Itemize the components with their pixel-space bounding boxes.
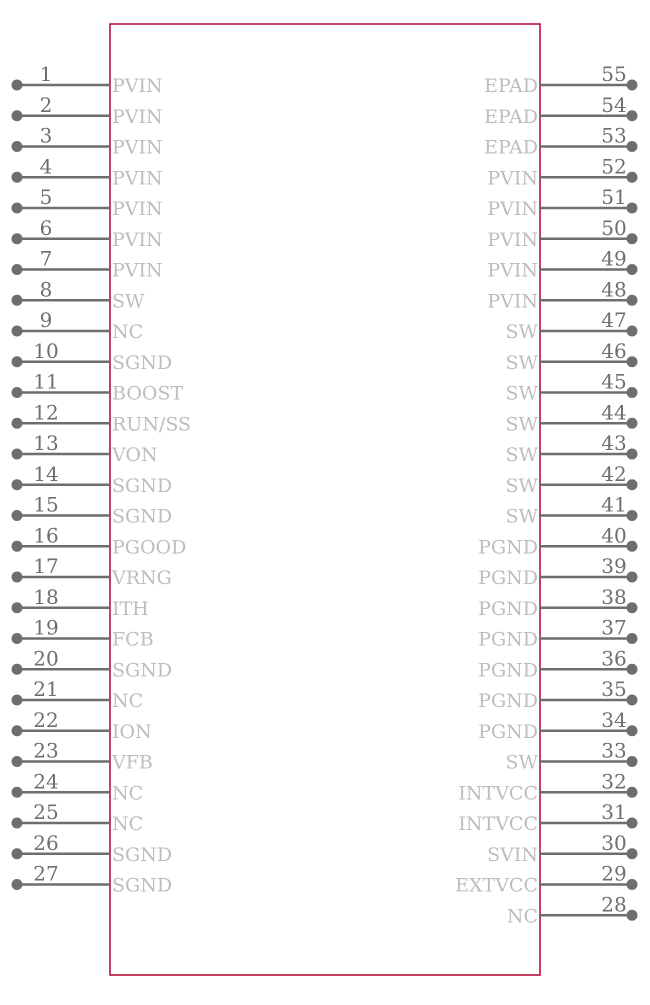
pin-15 (12, 493, 173, 528)
pin-number: 35 (601, 677, 627, 701)
pin-endpoint (627, 818, 638, 829)
pin-name: SW (505, 382, 538, 405)
pin-number: 31 (601, 800, 627, 824)
pin-endpoint (627, 449, 638, 460)
pin-name: PGND (478, 628, 538, 651)
pin-34 (478, 708, 637, 743)
pin-endpoint (627, 879, 638, 890)
pin-endpoint (12, 848, 23, 859)
pin-number: 16 (33, 523, 59, 548)
pin-number: 2 (39, 92, 53, 117)
pin-endpoint (12, 356, 23, 367)
pin-name: PGND (478, 567, 538, 589)
pin-17 (12, 554, 172, 589)
pin-endpoint (12, 141, 23, 152)
pin-number: 10 (33, 338, 59, 363)
pin-name: NC (506, 905, 538, 928)
pin-number: 11 (33, 369, 59, 394)
pin-name: SGND (112, 505, 173, 528)
pin-52 (487, 154, 637, 189)
pin-name: INTVCC (458, 813, 538, 835)
pin-endpoint (627, 203, 638, 214)
pin-number: 36 (601, 646, 627, 671)
pin-name: PVIN (487, 198, 538, 220)
pin-number: 8 (39, 277, 53, 302)
pin-48 (487, 277, 637, 312)
pin-name: ITH (112, 597, 149, 620)
pin-number: 21 (33, 677, 59, 701)
pin-name: EPAD (484, 75, 538, 97)
pin-number: 22 (33, 707, 59, 732)
pin-name: SW (505, 413, 538, 436)
pin-endpoint (12, 110, 23, 121)
right-pin-group (455, 62, 637, 927)
pin-endpoint (627, 633, 638, 644)
pin-number: 7 (39, 246, 53, 271)
pin-2 (12, 93, 163, 128)
pin-name: PVIN (112, 167, 163, 190)
pin-name: SGND (112, 351, 173, 374)
pin-endpoint (12, 449, 23, 460)
pin-number: 5 (39, 185, 53, 209)
pin-12 (12, 400, 192, 435)
pin-number: 4 (39, 154, 53, 179)
pin-endpoint (12, 387, 23, 398)
pin-8 (12, 277, 146, 312)
pin-endpoint (12, 541, 23, 552)
pin-22 (12, 708, 152, 743)
pin-endpoint (627, 80, 638, 91)
pin-name: PVIN (112, 228, 163, 251)
pin-name: BOOST (112, 382, 184, 405)
pin-name: PGND (478, 659, 538, 682)
pin-47 (505, 308, 637, 343)
pin-name: PGND (478, 690, 538, 712)
pin-24 (12, 769, 144, 804)
pin-name: SW (505, 444, 538, 466)
pin-37 (478, 616, 637, 651)
pin-name: FCB (112, 628, 154, 651)
pin-name: SW (112, 290, 145, 313)
pin-name: VON (112, 444, 158, 466)
pin-name: NC (112, 813, 144, 835)
pin-endpoint (627, 479, 638, 490)
pin-endpoint (627, 572, 638, 583)
pin-name: SGND (112, 659, 173, 682)
pin-number: 9 (39, 308, 53, 332)
pin-21 (12, 677, 144, 712)
pin-number: 38 (601, 584, 627, 609)
pin-32 (458, 769, 637, 804)
pin-40 (478, 523, 637, 558)
pin-name: ION (112, 720, 152, 743)
pin-number: 24 (33, 769, 59, 794)
pin-number: 23 (33, 738, 59, 763)
pin-name: SGND (112, 874, 173, 897)
pin-number: 54 (601, 92, 627, 117)
pin-name: RUN/SS (112, 413, 192, 436)
pin-endpoint (12, 233, 23, 244)
pin-endpoint (627, 387, 638, 398)
pin-name: PVIN (487, 259, 538, 282)
pin-name: PGOOD (112, 536, 187, 559)
pin-number: 46 (601, 338, 627, 363)
pin-endpoint (627, 910, 638, 921)
pin-endpoint (12, 203, 23, 214)
pin-35 (478, 677, 637, 712)
pin-name: VFB (112, 751, 153, 774)
pin-endpoint (627, 510, 638, 521)
pin-endpoint (12, 479, 23, 490)
pin-41 (505, 493, 637, 528)
pin-number: 15 (33, 492, 59, 517)
pin-endpoint (12, 264, 23, 275)
pin-23 (12, 739, 153, 774)
pin-39 (478, 554, 637, 589)
pin-name: PGND (478, 720, 538, 743)
pin-endpoint (12, 756, 23, 767)
pin-51 (487, 185, 637, 220)
pin-26 (12, 831, 173, 866)
pin-name: PGND (478, 597, 538, 620)
pin-name: INTVCC (458, 782, 538, 805)
pin-number: 28 (601, 892, 627, 917)
pin-number: 3 (39, 123, 53, 148)
pin-36 (478, 646, 637, 681)
pin-name: SW (505, 751, 538, 774)
pin-number: 17 (33, 554, 59, 578)
pin-endpoint (12, 725, 23, 736)
pin-44 (505, 400, 637, 435)
pin-name: PVIN (487, 290, 538, 313)
pin-number: 49 (601, 246, 627, 271)
pin-19 (12, 616, 154, 651)
pin-3 (12, 124, 163, 159)
pin-name: EPAD (484, 105, 538, 128)
pin-number: 43 (601, 431, 627, 455)
pin-number: 1 (39, 62, 53, 86)
pin-number: 34 (601, 707, 627, 732)
pin-46 (505, 339, 637, 374)
pin-name: SW (505, 474, 538, 497)
pin-number: 37 (601, 615, 627, 640)
pin-49 (487, 247, 637, 282)
pin-endpoint (627, 418, 638, 429)
pin-number: 12 (33, 400, 59, 425)
pin-endpoint (627, 356, 638, 367)
pin-28 (507, 892, 638, 927)
pin-10 (12, 339, 173, 374)
pin-number: 39 (601, 554, 627, 578)
pin-endpoint (12, 787, 23, 798)
pin-name: EPAD (484, 136, 538, 159)
pin-number: 18 (33, 584, 59, 609)
pin-name: NC (112, 690, 144, 712)
pin-54 (484, 93, 637, 128)
pin-45 (505, 370, 637, 405)
pin-endpoint (12, 172, 23, 183)
pin-number: 13 (33, 431, 59, 455)
pin-number: 50 (601, 215, 627, 240)
pin-number: 45 (601, 369, 627, 394)
pin-name: VRNG (112, 567, 172, 589)
pin-29 (455, 862, 637, 897)
pin-30 (487, 831, 637, 866)
pin-endpoint (12, 818, 23, 829)
pin-endpoint (627, 264, 638, 275)
pin-number: 6 (39, 215, 53, 240)
pin-endpoint (627, 664, 638, 675)
pin-name: PVIN (112, 198, 163, 220)
pin-27 (12, 862, 173, 897)
pin-number: 27 (33, 861, 59, 886)
pin-endpoint (12, 295, 23, 306)
pin-5 (12, 185, 163, 220)
left-pin-group (12, 62, 192, 897)
pin-endpoint (627, 787, 638, 798)
pin-endpoint (627, 848, 638, 859)
pin-endpoint (627, 602, 638, 613)
pin-53 (484, 124, 637, 159)
pin-name: NC (112, 782, 144, 805)
pin-endpoint (627, 110, 638, 121)
pin-16 (12, 523, 187, 558)
pin-endpoint (12, 633, 23, 644)
pin-endpoint (12, 572, 23, 583)
pin-33 (505, 739, 637, 774)
pin-number: 41 (601, 492, 627, 517)
pin-14 (12, 462, 173, 497)
pin-number: 51 (601, 185, 627, 209)
pin-endpoint (627, 541, 638, 552)
pin-endpoint (12, 418, 23, 429)
pin-number: 55 (601, 62, 627, 86)
pin-number: 26 (33, 830, 59, 855)
pin-endpoint (627, 326, 638, 337)
pin-name: SW (505, 321, 538, 343)
pin-endpoint (12, 664, 23, 675)
pin-number: 48 (601, 277, 627, 302)
pin-number: 25 (33, 800, 59, 824)
pin-name: PVIN (487, 228, 538, 251)
pin-number: 20 (33, 646, 59, 671)
pin-18 (12, 585, 149, 620)
pin-25 (12, 800, 144, 835)
pin-endpoint (12, 80, 23, 91)
pin-name: PVIN (112, 259, 163, 282)
pin-name: PVIN (112, 75, 163, 97)
pin-name: SGND (112, 843, 173, 866)
pin-number: 44 (601, 400, 627, 425)
pin-38 (478, 585, 637, 620)
pin-11 (12, 370, 184, 405)
pin-endpoint (627, 141, 638, 152)
pin-name: PGND (478, 536, 538, 559)
pin-endpoint (627, 695, 638, 706)
pin-number: 42 (601, 461, 627, 486)
pin-number: 33 (601, 738, 627, 763)
pin-number: 40 (601, 523, 627, 548)
pin-43 (505, 431, 637, 466)
pin-endpoint (12, 695, 23, 706)
pin-number: 47 (601, 308, 627, 332)
pin-20 (12, 646, 173, 681)
pin-number: 53 (601, 123, 627, 148)
pin-50 (487, 216, 637, 251)
pin-55 (484, 62, 637, 97)
pin-42 (505, 462, 637, 497)
pin-name: SW (505, 505, 538, 528)
pin-number: 30 (601, 830, 627, 855)
pin-1 (12, 62, 163, 97)
pin-31 (458, 800, 637, 835)
pin-number: 52 (601, 154, 627, 179)
pin-number: 14 (33, 461, 59, 486)
pin-13 (12, 431, 158, 466)
pin-name: SW (505, 351, 538, 374)
pin-endpoint (627, 172, 638, 183)
pin-endpoint (12, 602, 23, 613)
pin-name: SVIN (487, 843, 538, 866)
pin-name: PVIN (487, 167, 538, 190)
pin-endpoint (12, 326, 23, 337)
pin-name: PVIN (112, 105, 163, 128)
pin-endpoint (12, 510, 23, 521)
pin-6 (12, 216, 163, 251)
pin-number: 19 (33, 615, 59, 640)
pin-4 (12, 154, 163, 189)
pin-number: 29 (601, 861, 627, 886)
pin-name: NC (112, 321, 144, 343)
pin-endpoint (627, 233, 638, 244)
pin-name: PVIN (112, 136, 163, 159)
pin-9 (12, 308, 144, 343)
pin-endpoint (12, 879, 23, 890)
pin-endpoint (627, 756, 638, 767)
pin-number: 32 (601, 769, 627, 794)
pin-name: EXTVCC (455, 874, 538, 897)
pin-7 (12, 247, 163, 282)
pin-name: SGND (112, 474, 173, 497)
pin-endpoint (627, 295, 638, 306)
pin-endpoint (627, 725, 638, 736)
